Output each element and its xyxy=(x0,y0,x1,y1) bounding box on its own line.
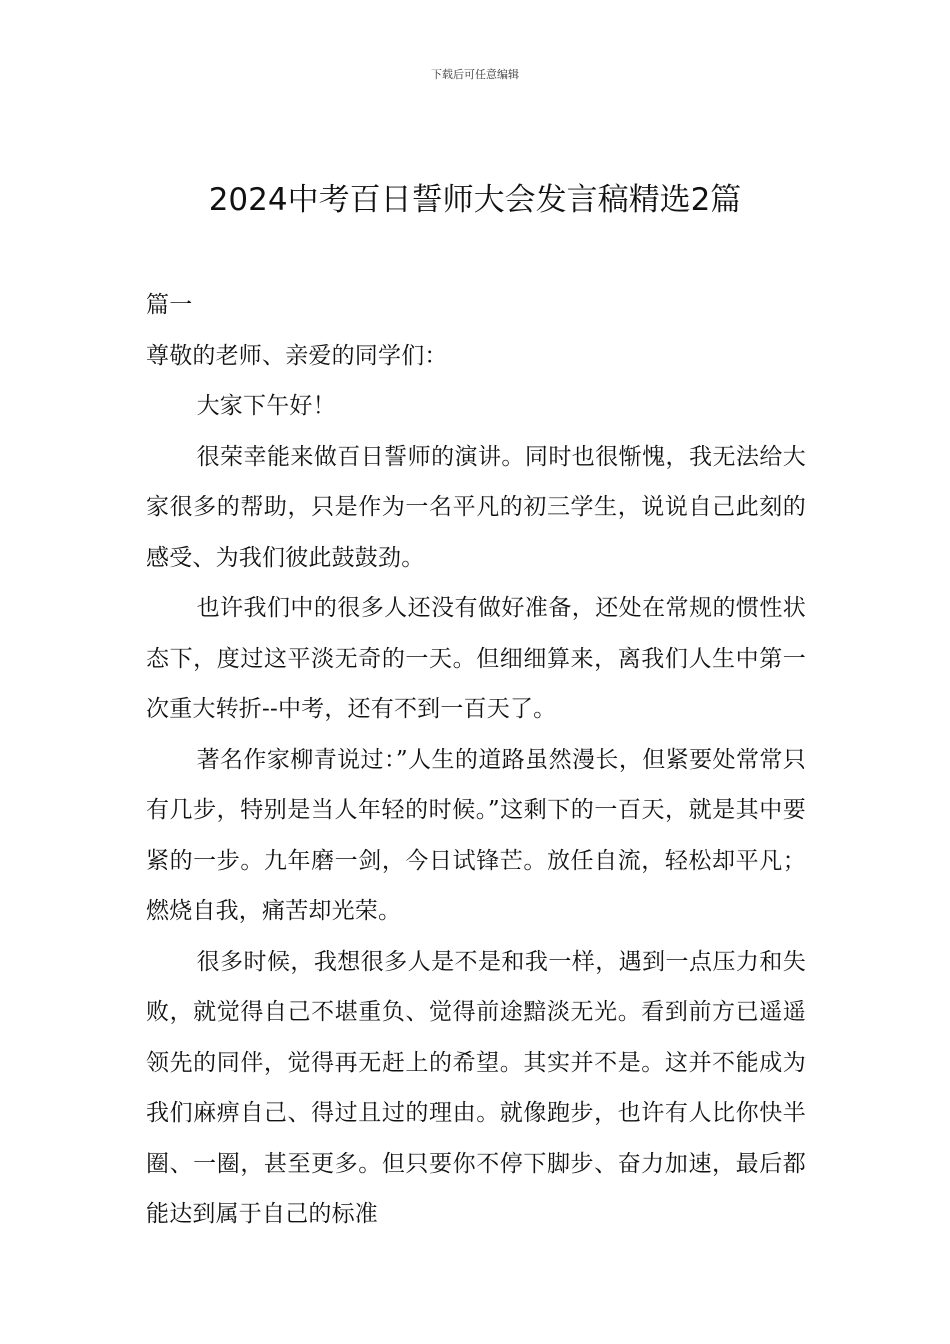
page-header-note: 下载后可任意编辑 xyxy=(431,68,519,81)
salutation: 尊敬的老师、亲爱的同学们： xyxy=(146,342,448,369)
paragraph: 很荣幸能来做百日誓师的演讲。同时也很惭愧，我无法给大家很多的帮助，只是作为一名平凡的初三学生，说说自己此刻的感受、为我们彼此鼓鼓劲。 xyxy=(146,443,806,571)
document-title: 2024中考百日誓师大会发言稿精选2篇 xyxy=(208,182,742,218)
paragraph: 很多时候，我想很多人是不是和我一样，遇到一点压力和失败，就觉得自己不堪重负、觉得前途黯淡无光。看到前方已遥遥领先的同伴，觉得再无赶上的希望。其实并不是。这并不能成为我们麻痹自己、得过且过的理由。就像跑步，也许有人比你快半圈、一圈，甚至更多。但只要你不停下脚步、奋力加速，最后都能达到属于自己的标准 xyxy=(146,948,806,1227)
document-body xyxy=(146,280,806,1240)
section-label: 篇一 xyxy=(146,292,193,318)
paragraph-greeting: 大家下午好！ xyxy=(196,393,336,419)
paragraph: 著名作家柳青说过：”人生的道路虽然漫长，但紧要处常常只有几步，特别是当人年轻的时候。”这剩下的一百天，就是其中要紧的一步。九年磨一剑，今日试锋芒。放任自流，轻松却平凡；燃烧自我，痛苦却光荣。 xyxy=(146,746,806,924)
paragraph: 也许我们中的很多人还没有做好准备，还处在常规的惯性状态下，度过这平淡无奇的一天。但细细算来，离我们人生中第一次重大转折--中考，还有不到一百天了。 xyxy=(146,595,806,722)
